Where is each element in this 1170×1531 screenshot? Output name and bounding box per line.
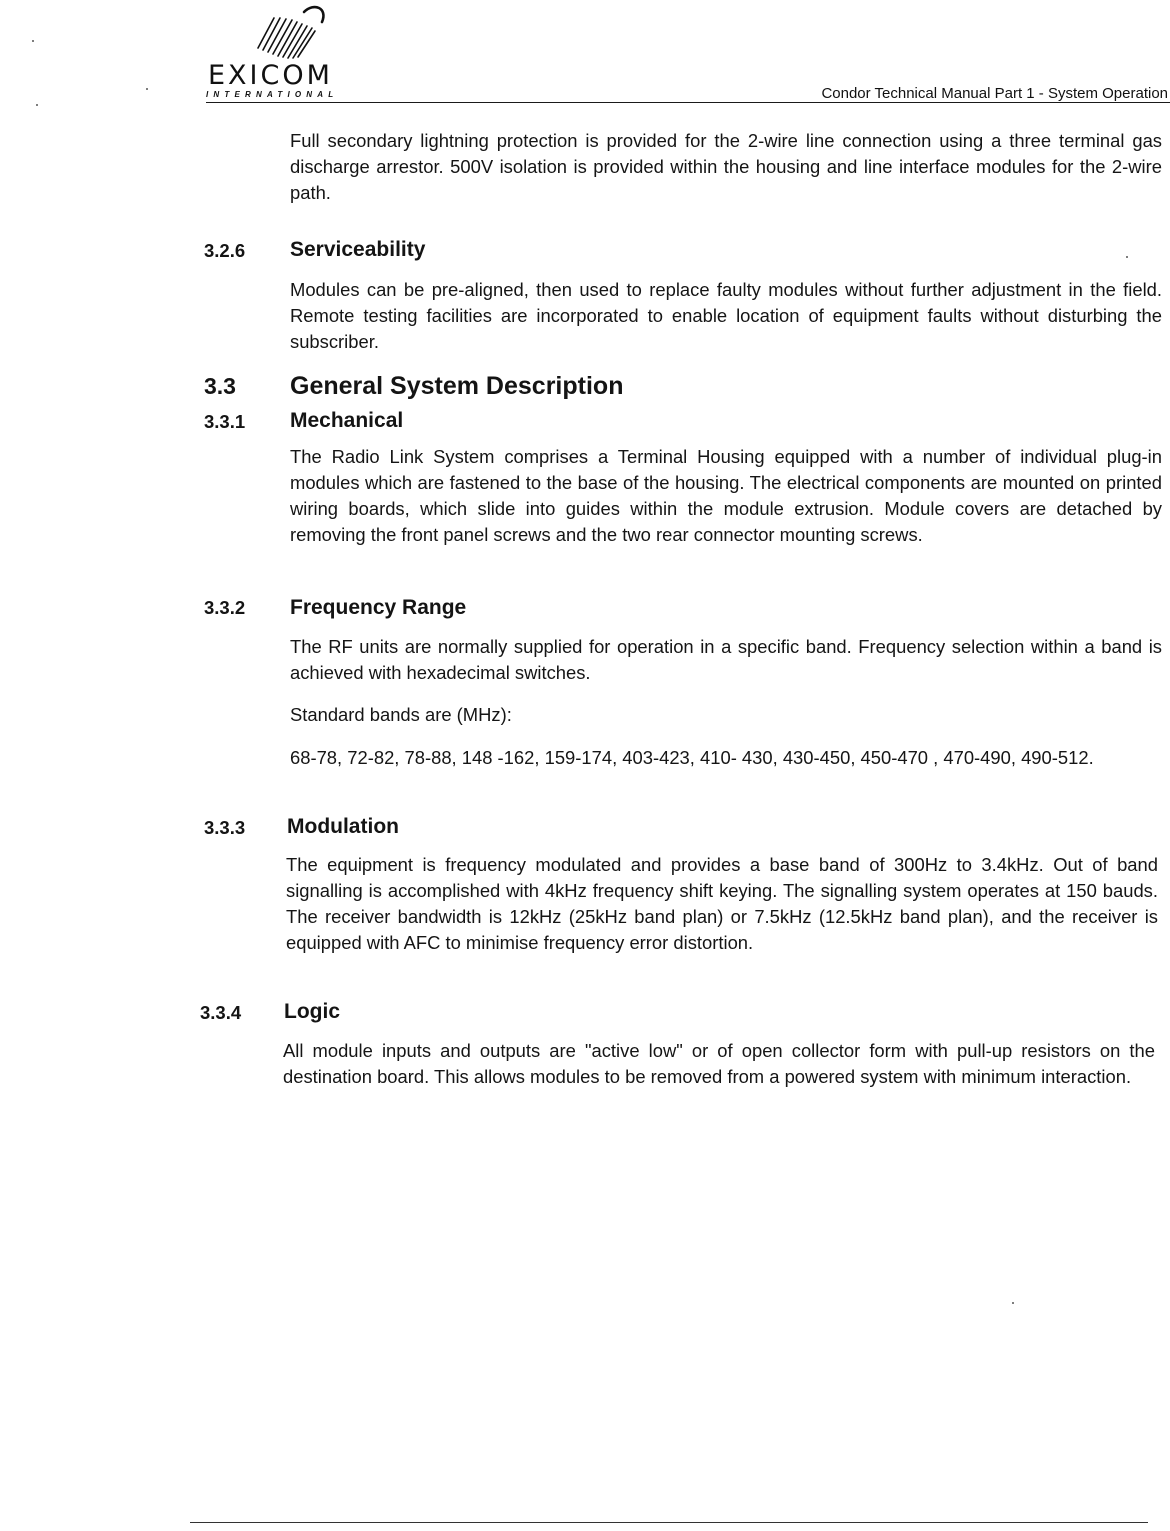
section-paragraph: Standard bands are (MHz): — [290, 704, 512, 725]
exicom-logo — [196, 4, 376, 100]
section-paragraph: The Radio Link System comprises a Terminal Housing equipped with a number of individual plug-in modules which are fastened to the base of the housing. The electrical components are mounted on printed wiring boards, which slide into guides within the module extrusion. Module covers are detached by removing the front panel screws and the two rear connector mounting screws. — [290, 446, 1162, 545]
section-heading: Serviceability — [290, 238, 426, 261]
scan-speck — [1126, 256, 1128, 258]
section-paragraph: The equipment is frequency modulated and provides a base band of 300Hz to 3.4kHz. Out of band signalling is accomplished with 4kHz frequency shift keying. The signalling system operates at 150 bauds. The receiver bandwidth is 12kHz (25kHz band plan) or 7.5kHz (12.5kHz band plan), and the receiver is equipped with AFC to minimise frequency error distortion. — [286, 854, 1158, 953]
intro-paragraph: Full secondary lightning protection is provided for the 2-wire line connection using a three terminal gas discharge arrestor. 500V isolation is provided within the housing and line interface modules for the 2-wire path. — [290, 130, 1162, 203]
section-number: 3.3.4 — [200, 1002, 242, 1023]
section-number: 3.3.1 — [204, 411, 246, 432]
manual-title: Condor Technical Manual Part 1 - System Operation — [821, 85, 1168, 102]
scan-speck — [1012, 1302, 1014, 1304]
section-paragraph: 68-78, 72-82, 78-88, 148 -162, 159-174, 403-423, 410- 430, 430-450, 450-470 , 470-490, 490-512. — [290, 747, 1094, 768]
section-number: 3.3.3 — [204, 817, 246, 838]
exicom-logo-icon — [254, 4, 330, 66]
logo-wordmark: EXICOM — [208, 60, 333, 91]
section-heading: Mechanical — [290, 409, 404, 432]
logo-subtitle: INTERNATIONAL — [206, 90, 339, 99]
section-number: 3.2.6 — [204, 240, 246, 261]
scan-speck — [32, 40, 34, 42]
section-heading: Modulation — [287, 815, 399, 838]
section-paragraph: Modules can be pre-aligned, then used to replace faulty modules without further adjustment in the field. Remote testing facilities are incorporated to enable location of equipment faults without disturbing the subscriber. — [290, 279, 1162, 352]
page-header — [0, 0, 1170, 110]
section-heading: General System Description — [290, 372, 624, 400]
section-heading: Logic — [284, 1000, 340, 1023]
section-paragraph: The RF units are normally supplied for operation in a specific band. Frequency selection within a band is achieved with hexadecimal switches. — [290, 636, 1162, 683]
scan-speck — [36, 104, 38, 106]
header-rule — [206, 102, 1170, 103]
section-heading: Frequency Range — [290, 596, 467, 619]
section-paragraph: All module inputs and outputs are "active low" or of open collector form with pull-up resistors on the destination board. This allows modules to be removed from a powered system with minimum interaction. — [283, 1040, 1155, 1087]
section-number: 3.3.2 — [204, 597, 246, 618]
scan-speck — [146, 88, 148, 90]
section-number: 3.3 — [204, 373, 236, 399]
footer-rule — [190, 1522, 1148, 1523]
